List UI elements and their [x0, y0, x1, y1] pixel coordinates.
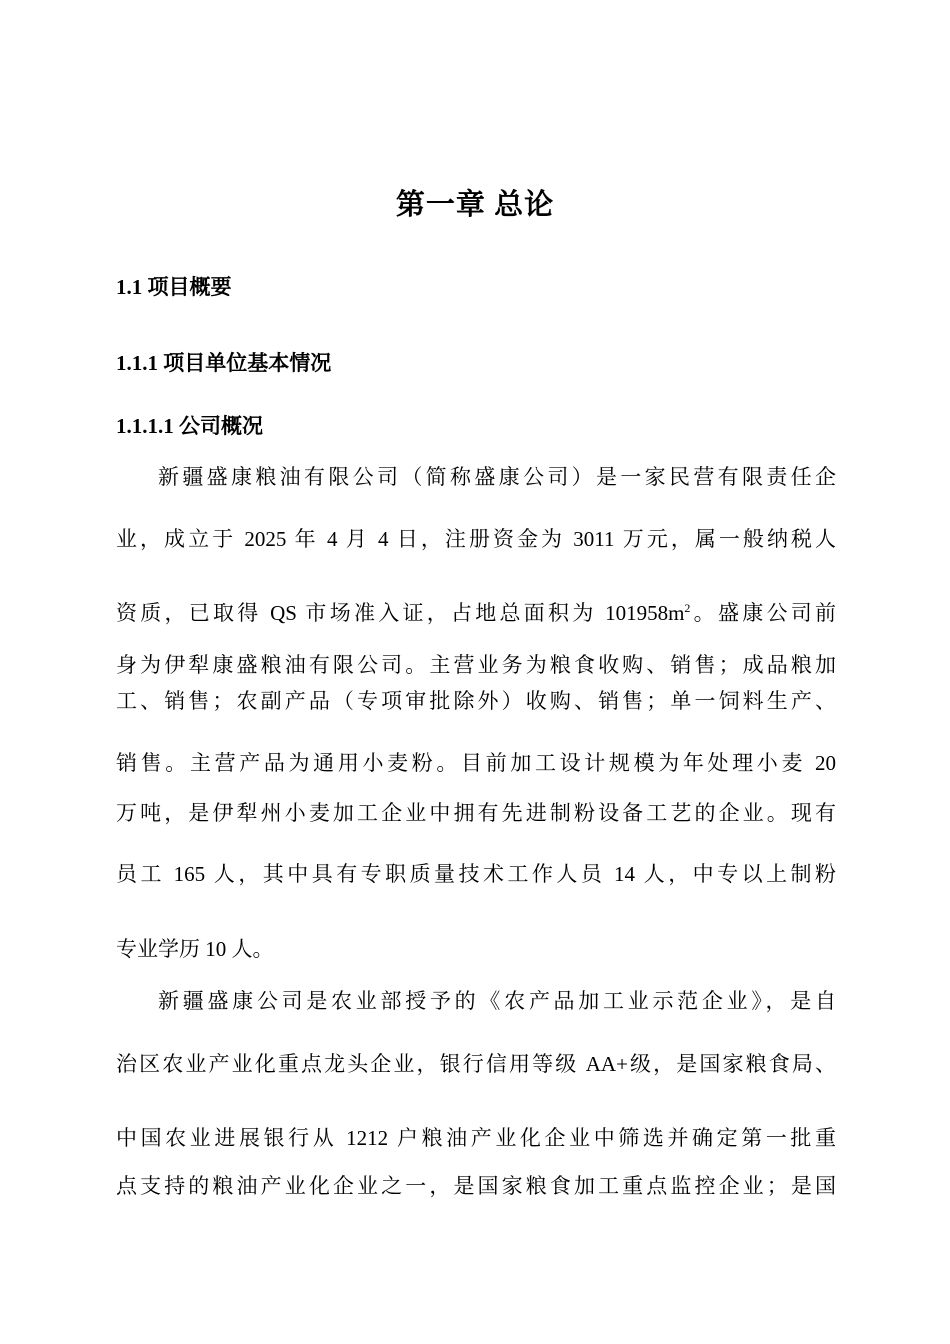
paragraph-2-line-3: 中国农业进展银行从 1212 户粮油产业化企业中筛选并确定第一批重 — [116, 1126, 836, 1150]
paragraph-1-line-5: 工、销售；农副产品（专项审批除外）收购、销售；单一饲料生产、 — [116, 689, 836, 713]
paragraph-1-line-9: 专业学历 10 人。 — [116, 937, 274, 961]
section-heading-1-1: 1.1 项目概要 — [116, 275, 232, 299]
paragraph-2-line-4: 点支持的粮油产业化企业之一，是国家粮食加工重点监控企业；是国 — [116, 1174, 836, 1198]
paragraph-1-line-8: 员工 165 人，其中具有专职质量技术工作人员 14 人，中专以上制粉 — [116, 862, 836, 886]
paragraph-1-line-3-tail: 。盛康公司前 — [690, 601, 836, 625]
section-heading-1-1-1: 1.1.1 项目单位基本情况 — [116, 351, 332, 375]
paragraph-1-line-3 — [116, 597, 836, 627]
chapter-title: 第一章 总论 — [395, 189, 555, 221]
paragraph-1-line-1: 新疆盛康粮油有限公司（简称盛康公司）是一家民营有限责任企 — [158, 465, 836, 489]
paragraph-1-line-7: 万吨，是伊犁州小麦加工企业中拥有先进制粉设备工艺的企业。现有 — [116, 801, 836, 825]
superscript-2: 2 — [684, 601, 691, 615]
paragraph-1-line-4: 身为伊犁康盛粮油有限公司。主营业务为粮食收购、销售；成品粮加 — [116, 653, 836, 677]
section-heading-1-1-1-1: 1.1.1.1 公司概况 — [116, 414, 263, 438]
paragraph-1-line-2: 业，成立于 2025 年 4 月 4 日，注册资金为 3011 万元，属一般纳税人 — [116, 527, 836, 551]
paragraph-2-line-2: 治区农业产业化重点龙头企业，银行信用等级 AA+级，是国家粮食局、 — [116, 1052, 836, 1076]
paragraph-1-line-6: 销售。主营产品为通用小麦粉。目前加工设计规模为年处理小麦 20 — [116, 751, 836, 775]
paragraph-1-line-3-text: 资质，已取得 QS 市场准入证，占地总面积为 101958m — [116, 601, 685, 625]
paragraph-2-line-1: 新疆盛康公司是农业部授予的《农产品加工业示范企业》，是自 — [158, 989, 836, 1013]
